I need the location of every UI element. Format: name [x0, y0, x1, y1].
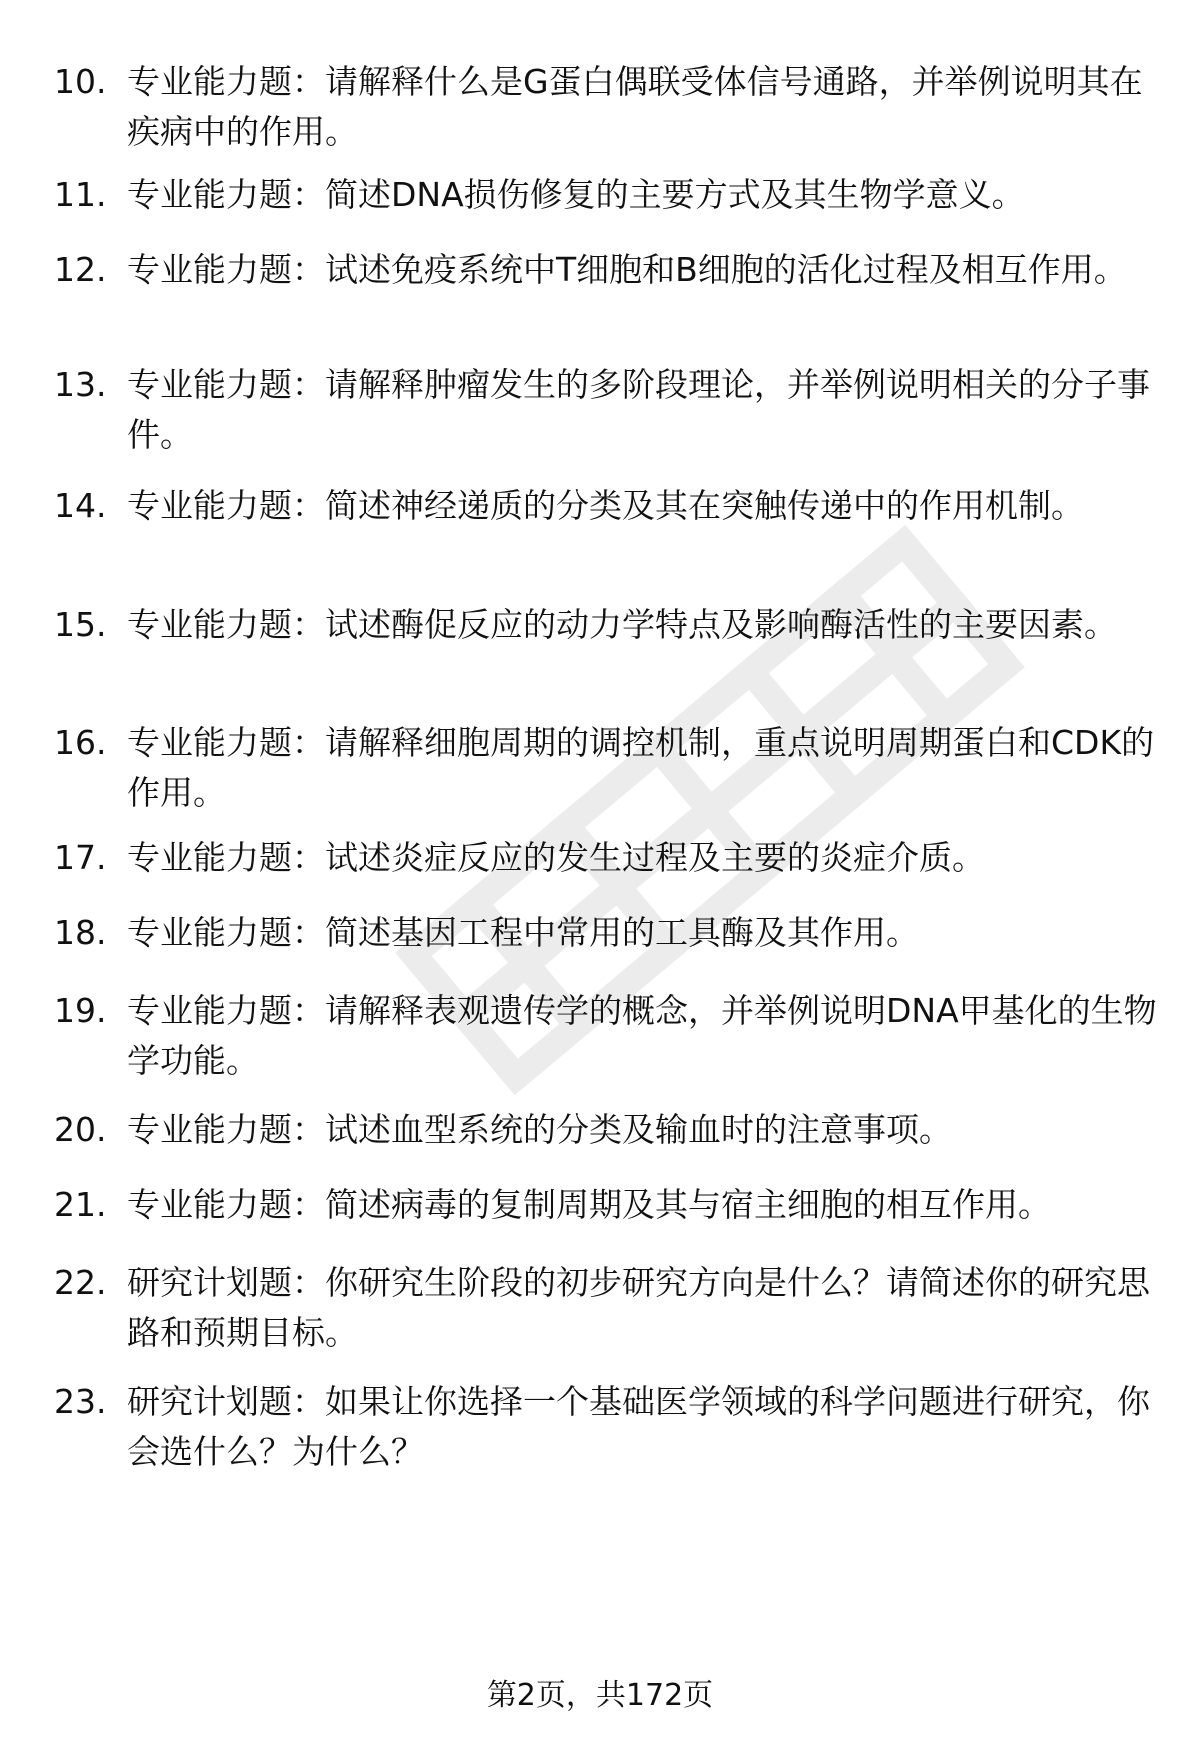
question-number: 17.: [54, 838, 107, 877]
question-number: 18.: [54, 913, 107, 952]
question-number: 23.: [54, 1382, 107, 1421]
question-text: 专业能力题：试述血型系统的分类及输血时的注意事项。: [127, 1110, 952, 1149]
question-text: 专业能力题：请解释细胞周期的调控机制，重点说明周期蛋白和CDK的作用。: [127, 723, 1155, 812]
question-number: 13.: [54, 365, 107, 404]
question-text: 专业能力题：简述病毒的复制周期及其与宿主细胞的相互作用。: [127, 1185, 1051, 1224]
question-number: 10.: [54, 62, 107, 101]
question-text: 专业能力题：试述免疫系统中T细胞和B细胞的活化过程及相互作用。: [127, 250, 1127, 289]
question-number: 11.: [54, 175, 107, 214]
question-text: 研究计划题：你研究生阶段的初步研究方向是什么？请简述你的研究思路和预期目标。: [127, 1263, 1150, 1352]
question-text: 专业能力题：试述炎症反应的发生过程及主要的炎症介质。: [127, 838, 985, 877]
question-text: 专业能力题：简述DNA损伤修复的主要方式及其生物学意义。: [127, 175, 1025, 214]
question-text: 研究计划题：如果让你选择一个基础医学领域的科学问题进行研究，你会选什么？为什么？: [127, 1382, 1150, 1471]
question-text: 专业能力题：简述神经递质的分类及其在突触传递中的作用机制。: [127, 486, 1084, 525]
page-footer: 第2页，共172页: [486, 1678, 714, 1713]
question-number: 15.: [54, 605, 107, 644]
question-text: 专业能力题：请解释什么是G蛋白偶联受体信号通路，并举例说明其在疾病中的作用。: [127, 62, 1143, 151]
question-number: 21.: [54, 1185, 107, 1224]
question-number: 16.: [54, 723, 107, 762]
question-number: 14.: [54, 486, 107, 525]
question-number: 22.: [54, 1263, 107, 1302]
question-number: 19.: [54, 991, 107, 1030]
question-text: 专业能力题：试述酶促反应的动力学特点及影响酶活性的主要因素。: [127, 605, 1117, 644]
question-text: 专业能力题：简述基因工程中常用的工具酶及其作用。: [127, 913, 919, 952]
question-number: 20.: [54, 1110, 107, 1149]
question-text: 专业能力题：请解释肿瘤发生的多阶段理论，并举例说明相关的分子事件。: [127, 365, 1150, 454]
question-number: 12.: [54, 250, 107, 289]
question-text: 专业能力题：请解释表观遗传学的概念，并举例说明DNA甲基化的生物学功能。: [127, 991, 1157, 1080]
